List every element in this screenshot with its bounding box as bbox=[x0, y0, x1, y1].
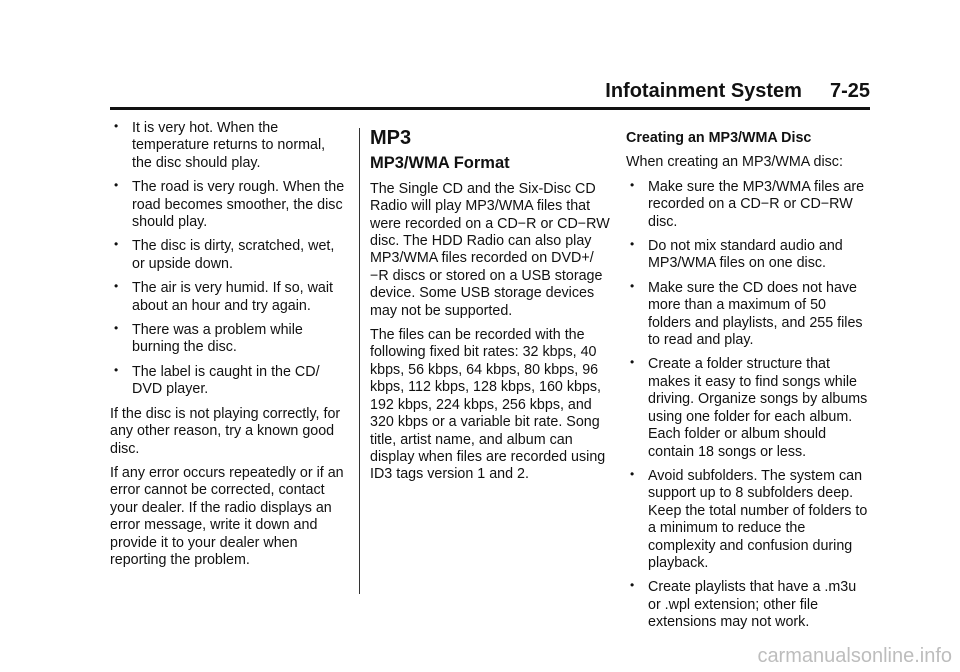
list-item: • Make sure the MP3/WMA files are recorded on a CD−R or CD−RW disc. bbox=[630, 177, 865, 230]
list-item: • Create a folder structure that makes it easy to find songs while driving. Organize songs by albums using one folder for each album. Each folder or album should contain 18 songs or less. bbox=[630, 355, 868, 460]
disc-problem-list bbox=[110, 120, 348, 399]
list-item: • The disc is dirty, scratched, wet, or upside down. bbox=[114, 237, 335, 272]
bullet-icon: • bbox=[630, 355, 635, 370]
bullet-icon: • bbox=[114, 119, 119, 133]
bullet-icon: • bbox=[630, 466, 635, 481]
column-divider bbox=[359, 128, 360, 594]
list-item: • It is very hot. When the temperature returns to normal, the disc should play. bbox=[114, 119, 326, 171]
list-item: • Make sure the CD does not have more than a maximum of 50 folders and playlists, and 255 files to read and play. bbox=[630, 278, 863, 349]
bullet-icon: • bbox=[114, 279, 119, 294]
bullet-icon: • bbox=[114, 178, 119, 193]
list-item: • Create playlists that have a .m3u or .wpl extension; other file extensions may not work. bbox=[630, 578, 857, 631]
watermark: carmanualsonline.info bbox=[757, 645, 952, 667]
list-item: • Do not mix standard audio and MP3/WMA files on one disc. bbox=[630, 237, 843, 272]
bullet-icon: • bbox=[630, 278, 635, 293]
creating-disc-heading: Creating an MP3/WMA Disc bbox=[626, 130, 812, 146]
list-item: • The air is very humid. If so, wait about an hour and try again. bbox=[114, 279, 334, 314]
column-right bbox=[626, 120, 870, 639]
column-middle bbox=[370, 120, 610, 491]
bullet-icon: • bbox=[630, 578, 635, 593]
header-rule bbox=[110, 107, 870, 110]
page-header bbox=[110, 80, 870, 103]
paragraph-intro: When creating an MP3/WMA disc: bbox=[626, 154, 843, 171]
list-item: • Avoid subfolders. The system can support up to 8 subfolders deep. Keep the total number of folders to a minimum to reduce the complexity and confusion during playback. bbox=[630, 466, 868, 571]
bullet-icon: • bbox=[114, 321, 119, 336]
paragraph-bit-rates: The files can be recorded with the following fixed bit rates: 32 kbps, 40 kbps, 56 kbps, 64 kbps, 80 kbps, 96 kbps, 112 kbps, 128 kbps, 160 kbps, 192 kbps, 224 kbps, 256 kbps, and 320 kbps or a variable bit rate. Song title, artist name, and album can display when files are recorded using ID3 tags version 1 and 2. bbox=[370, 327, 606, 483]
page-number: 7-25 bbox=[829, 80, 870, 102]
bullet-icon: • bbox=[114, 237, 119, 252]
paragraph-mp3-support: The Single CD and the Six-Disc CD Radio will play MP3/WMA files that were recorded on a CD−R or CD−RW disc. The HDD Radio can also play MP3/WMA files recorded on DVD+/−R discs or stored on a USB storage device. Some USB storage devices may not be supported. bbox=[370, 180, 610, 319]
list-item: • The label is caught in the CD/ DVD player. bbox=[114, 362, 320, 398]
section-title: Infotainment System bbox=[605, 80, 802, 102]
paragraph-good-disc: If the disc is not playing correctly, for any other reason, try a known good disc. bbox=[110, 405, 341, 457]
mp3-format-subheading: MP3/WMA Format bbox=[370, 154, 510, 173]
bullet-icon: • bbox=[630, 237, 635, 252]
paragraph-contact-dealer: If any error occurs repeatedly or if an error cannot be corrected, contact your dealer. If the radio displays an error message, write it down and provide it to your dealer when reporting the problem. bbox=[110, 464, 344, 568]
list-item: • The road is very rough. When the road becomes smoother, the disc should play. bbox=[114, 178, 345, 231]
list-item: • There was a problem while burning the disc. bbox=[114, 321, 303, 356]
bullet-icon: • bbox=[630, 177, 635, 192]
column-left bbox=[110, 120, 348, 576]
bullet-icon: • bbox=[114, 362, 119, 377]
disc-creation-list bbox=[626, 179, 870, 632]
mp3-heading: MP3 bbox=[370, 127, 412, 149]
